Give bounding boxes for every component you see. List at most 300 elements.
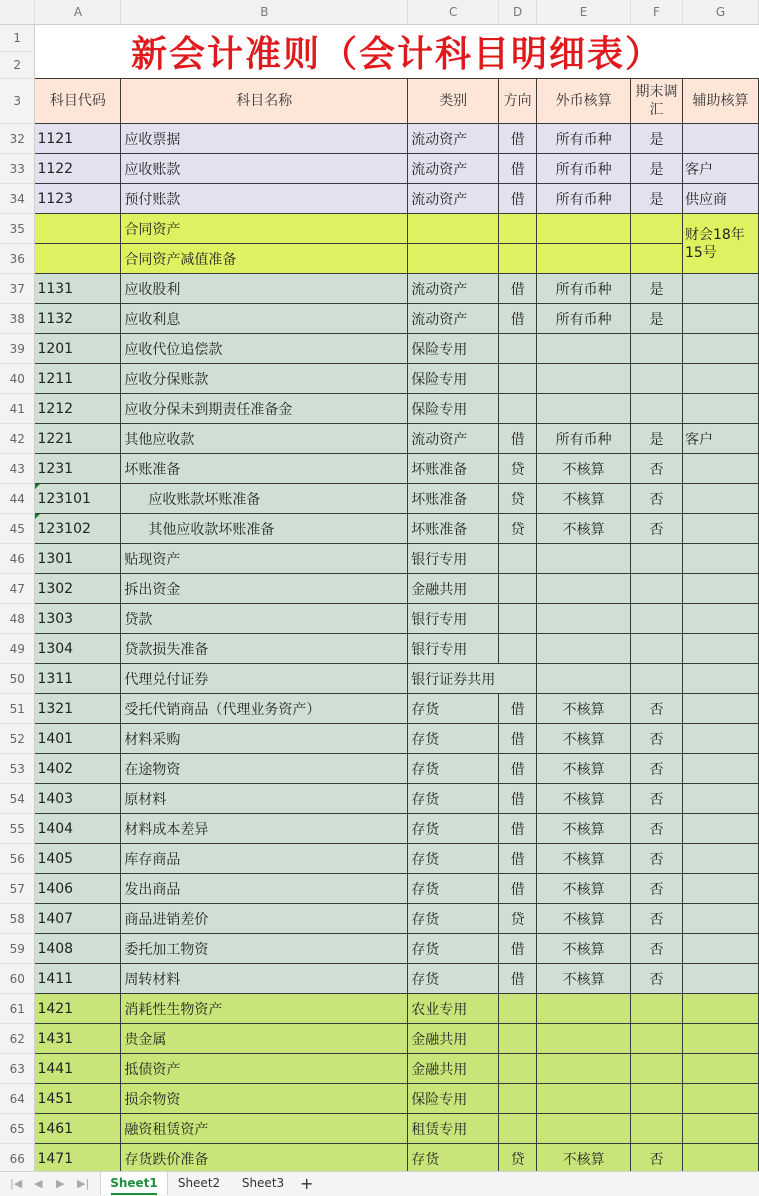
cell-period-end-adjust[interactable] bbox=[631, 604, 683, 634]
cell-direction[interactable]: 借 bbox=[499, 274, 537, 304]
cell-category[interactable]: 保险专用 bbox=[408, 1084, 499, 1114]
header-category[interactable]: 类别 bbox=[408, 79, 499, 124]
cell-direction[interactable] bbox=[499, 604, 537, 634]
row-header[interactable]: 56 bbox=[0, 844, 35, 874]
cell-foreign-currency[interactable]: 不核算 bbox=[537, 814, 631, 844]
cell-foreign-currency[interactable]: 不核算 bbox=[537, 484, 631, 514]
select-all-corner[interactable] bbox=[0, 0, 35, 25]
cell-period-end-adjust[interactable]: 是 bbox=[631, 154, 683, 184]
cell-period-end-adjust[interactable]: 是 bbox=[631, 124, 683, 154]
cell-subject-name[interactable]: 应收账款 bbox=[121, 154, 408, 184]
cell-subject-name[interactable]: 应收账款坏账准备 bbox=[121, 484, 408, 514]
row-header[interactable]: 39 bbox=[0, 334, 35, 364]
cell-period-end-adjust[interactable]: 否 bbox=[631, 874, 683, 904]
cell-category[interactable]: 保险专用 bbox=[408, 394, 499, 424]
cell-subject-code[interactable]: 1411 bbox=[35, 964, 121, 994]
cell-period-end-adjust[interactable]: 是 bbox=[631, 304, 683, 334]
cell-subject-name[interactable]: 合同资产 bbox=[121, 214, 408, 244]
row-header[interactable]: 40 bbox=[0, 364, 35, 394]
cell-foreign-currency[interactable] bbox=[537, 214, 631, 244]
cell-direction[interactable]: 借 bbox=[499, 694, 537, 724]
row-header[interactable]: 2 bbox=[0, 52, 35, 79]
cell-auxiliary[interactable] bbox=[682, 604, 758, 634]
cell-subject-code[interactable]: 1211 bbox=[35, 364, 121, 394]
cell-foreign-currency[interactable]: 所有币种 bbox=[537, 424, 631, 454]
cell-foreign-currency[interactable]: 所有币种 bbox=[537, 184, 631, 214]
cell-direction[interactable]: 借 bbox=[499, 874, 537, 904]
cell-period-end-adjust[interactable]: 否 bbox=[631, 934, 683, 964]
cell-subject-code[interactable]: 123102 bbox=[35, 514, 121, 544]
cell-subject-code[interactable]: 1471 bbox=[35, 1144, 121, 1174]
cell-direction[interactable] bbox=[499, 994, 537, 1024]
cell-direction[interactable]: 借 bbox=[499, 964, 537, 994]
cell-foreign-currency[interactable]: 不核算 bbox=[537, 514, 631, 544]
cell-period-end-adjust[interactable] bbox=[631, 1114, 683, 1144]
cell-category[interactable]: 存货 bbox=[408, 934, 499, 964]
column-header-f[interactable]: F bbox=[631, 0, 683, 25]
cell-period-end-adjust[interactable]: 否 bbox=[631, 904, 683, 934]
cell-category[interactable]: 保险专用 bbox=[408, 334, 499, 364]
column-header-e[interactable]: E bbox=[537, 0, 631, 25]
cell-period-end-adjust[interactable]: 否 bbox=[631, 514, 683, 544]
cell-foreign-currency[interactable]: 不核算 bbox=[537, 874, 631, 904]
cell-direction[interactable]: 借 bbox=[499, 784, 537, 814]
cell-foreign-currency[interactable] bbox=[537, 244, 631, 274]
row-header[interactable]: 65 bbox=[0, 1114, 35, 1144]
cell-auxiliary[interactable] bbox=[682, 1114, 758, 1144]
cell-auxiliary[interactable] bbox=[682, 1054, 758, 1084]
cell-period-end-adjust[interactable]: 否 bbox=[631, 814, 683, 844]
cell-auxiliary[interactable] bbox=[682, 1084, 758, 1114]
cell-category[interactable]: 存货 bbox=[408, 964, 499, 994]
cell-period-end-adjust[interactable] bbox=[631, 394, 683, 424]
cell-subject-name[interactable]: 材料成本差异 bbox=[121, 814, 408, 844]
cell-subject-code[interactable]: 1303 bbox=[35, 604, 121, 634]
cell-direction[interactable]: 借 bbox=[499, 934, 537, 964]
cell-auxiliary[interactable] bbox=[682, 574, 758, 604]
cell-foreign-currency[interactable] bbox=[537, 1054, 631, 1084]
cell-auxiliary[interactable] bbox=[682, 514, 758, 544]
cell-category[interactable]: 流动资产 bbox=[408, 184, 499, 214]
cell-subject-code[interactable]: 1451 bbox=[35, 1084, 121, 1114]
cell-subject-code[interactable]: 1441 bbox=[35, 1054, 121, 1084]
row-header[interactable]: 51 bbox=[0, 694, 35, 724]
cell-foreign-currency[interactable] bbox=[537, 394, 631, 424]
cell-foreign-currency[interactable]: 不核算 bbox=[537, 694, 631, 724]
cell-category[interactable]: 存货 bbox=[408, 814, 499, 844]
cell-period-end-adjust[interactable] bbox=[631, 664, 683, 694]
cell-period-end-adjust[interactable] bbox=[631, 574, 683, 604]
cell-auxiliary[interactable] bbox=[682, 664, 758, 694]
cell-subject-name[interactable]: 应收票据 bbox=[121, 124, 408, 154]
cell-foreign-currency[interactable] bbox=[537, 664, 631, 694]
cell-subject-code[interactable]: 1302 bbox=[35, 574, 121, 604]
cell-direction[interactable] bbox=[499, 1114, 537, 1144]
cell-subject-code[interactable]: 1321 bbox=[35, 694, 121, 724]
cell-subject-code[interactable]: 1212 bbox=[35, 394, 121, 424]
cell-auxiliary[interactable] bbox=[682, 964, 758, 994]
cell-period-end-adjust[interactable] bbox=[631, 214, 683, 244]
cell-direction[interactable] bbox=[499, 1054, 537, 1084]
cell-subject-name[interactable]: 其他应收款坏账准备 bbox=[121, 514, 408, 544]
row-header[interactable]: 62 bbox=[0, 1024, 35, 1054]
cell-category[interactable]: 存货 bbox=[408, 1144, 499, 1174]
cell-category[interactable]: 存货 bbox=[408, 784, 499, 814]
row-header[interactable]: 38 bbox=[0, 304, 35, 334]
cell-foreign-currency[interactable] bbox=[537, 364, 631, 394]
cell-foreign-currency[interactable] bbox=[537, 994, 631, 1024]
cell-category[interactable]: 流动资产 bbox=[408, 424, 499, 454]
cell-auxiliary[interactable] bbox=[682, 694, 758, 724]
cell-period-end-adjust[interactable] bbox=[631, 634, 683, 664]
cell-subject-code[interactable]: 1431 bbox=[35, 1024, 121, 1054]
cell-category[interactable]: 金融共用 bbox=[408, 574, 499, 604]
column-header-a[interactable]: A bbox=[35, 0, 121, 25]
cell-auxiliary[interactable] bbox=[682, 394, 758, 424]
cell-auxiliary-note[interactable]: 财会18年15号 bbox=[682, 214, 758, 274]
cell-period-end-adjust[interactable] bbox=[631, 1024, 683, 1054]
header-foreign-currency[interactable]: 外币核算 bbox=[537, 79, 631, 124]
cell-subject-name[interactable]: 合同资产减值准备 bbox=[121, 244, 408, 274]
cell-auxiliary[interactable] bbox=[682, 724, 758, 754]
header-period-end-adjust[interactable]: 期末调汇 bbox=[631, 79, 683, 124]
row-header[interactable]: 42 bbox=[0, 424, 35, 454]
column-header-d[interactable]: D bbox=[499, 0, 537, 25]
row-header[interactable]: 64 bbox=[0, 1084, 35, 1114]
cell-foreign-currency[interactable] bbox=[537, 1024, 631, 1054]
cell-category[interactable]: 存货 bbox=[408, 874, 499, 904]
row-header[interactable]: 52 bbox=[0, 724, 35, 754]
cell-subject-name[interactable]: 委托加工物资 bbox=[121, 934, 408, 964]
cell-direction[interactable] bbox=[499, 394, 537, 424]
row-header[interactable]: 57 bbox=[0, 874, 35, 904]
cell-subject-name[interactable]: 应收分保未到期责任准备金 bbox=[121, 394, 408, 424]
cell-period-end-adjust[interactable] bbox=[631, 244, 683, 274]
row-header[interactable]: 45 bbox=[0, 514, 35, 544]
cell-direction[interactable]: 借 bbox=[499, 844, 537, 874]
cell-subject-name[interactable]: 贴现资产 bbox=[121, 544, 408, 574]
cell-foreign-currency[interactable] bbox=[537, 634, 631, 664]
cell-category[interactable]: 坏账准备 bbox=[408, 514, 499, 544]
header-direction[interactable]: 方向 bbox=[499, 79, 537, 124]
cell-subject-name[interactable]: 预付账款 bbox=[121, 184, 408, 214]
cell-foreign-currency[interactable]: 不核算 bbox=[537, 964, 631, 994]
cell-subject-name[interactable]: 材料采购 bbox=[121, 724, 408, 754]
cell-category[interactable]: 存货 bbox=[408, 844, 499, 874]
row-header[interactable]: 44 bbox=[0, 484, 35, 514]
cell-subject-name[interactable]: 周转材料 bbox=[121, 964, 408, 994]
cell-subject-code[interactable]: 1311 bbox=[35, 664, 121, 694]
cell-foreign-currency[interactable]: 不核算 bbox=[537, 454, 631, 484]
cell-auxiliary[interactable] bbox=[682, 454, 758, 484]
cell-direction[interactable]: 借 bbox=[499, 184, 537, 214]
cell-subject-name[interactable]: 消耗性生物资产 bbox=[121, 994, 408, 1024]
cell-auxiliary[interactable] bbox=[682, 544, 758, 574]
cell-direction[interactable] bbox=[499, 364, 537, 394]
header-subject-code[interactable]: 科目代码 bbox=[35, 79, 121, 124]
row-header[interactable]: 37 bbox=[0, 274, 35, 304]
row-header[interactable]: 1 bbox=[0, 25, 35, 52]
cell-auxiliary[interactable] bbox=[682, 874, 758, 904]
column-header-b[interactable]: B bbox=[121, 0, 408, 25]
cell-auxiliary[interactable] bbox=[682, 784, 758, 814]
cell-period-end-adjust[interactable]: 否 bbox=[631, 754, 683, 784]
cell-subject-code[interactable]: 1408 bbox=[35, 934, 121, 964]
cell-direction[interactable] bbox=[499, 574, 537, 604]
cell-foreign-currency[interactable] bbox=[537, 334, 631, 364]
cell-category[interactable]: 流动资产 bbox=[408, 124, 499, 154]
cell-period-end-adjust[interactable]: 否 bbox=[631, 454, 683, 484]
cell-foreign-currency[interactable] bbox=[537, 604, 631, 634]
cell-auxiliary[interactable] bbox=[682, 994, 758, 1024]
cell-direction[interactable] bbox=[499, 544, 537, 574]
row-header[interactable]: 61 bbox=[0, 994, 35, 1024]
row-header[interactable]: 66 bbox=[0, 1144, 35, 1174]
cell-period-end-adjust[interactable]: 否 bbox=[631, 484, 683, 514]
cell-category[interactable]: 存货 bbox=[408, 754, 499, 784]
cell-foreign-currency[interactable]: 所有币种 bbox=[537, 274, 631, 304]
cell-subject-name[interactable]: 受托代销商品（代理业务资产） bbox=[121, 694, 408, 724]
next-sheet-icon[interactable]: ▶ bbox=[56, 1177, 65, 1190]
cell-subject-code[interactable]: 1304 bbox=[35, 634, 121, 664]
cell-subject-code[interactable] bbox=[35, 244, 121, 274]
cell-subject-name[interactable]: 贷款 bbox=[121, 604, 408, 634]
cell-subject-code[interactable]: 1403 bbox=[35, 784, 121, 814]
tab-sheet3[interactable]: Sheet3 bbox=[241, 1176, 285, 1190]
cell-subject-code[interactable]: 1402 bbox=[35, 754, 121, 784]
cell-auxiliary[interactable] bbox=[682, 754, 758, 784]
cell-auxiliary[interactable] bbox=[682, 814, 758, 844]
cell-auxiliary[interactable]: 客户 bbox=[682, 154, 758, 184]
cell-direction[interactable]: 借 bbox=[499, 424, 537, 454]
cell-period-end-adjust[interactable]: 否 bbox=[631, 964, 683, 994]
cell-subject-name[interactable]: 商品进销差价 bbox=[121, 904, 408, 934]
cell-direction[interactable]: 借 bbox=[499, 304, 537, 334]
cell-period-end-adjust[interactable] bbox=[631, 544, 683, 574]
cell-category[interactable]: 流动资产 bbox=[408, 154, 499, 184]
row-header[interactable]: 63 bbox=[0, 1054, 35, 1084]
row-header[interactable]: 55 bbox=[0, 814, 35, 844]
cell-subject-name[interactable]: 发出商品 bbox=[121, 874, 408, 904]
cell-period-end-adjust[interactable]: 否 bbox=[631, 784, 683, 814]
cell-subject-code[interactable] bbox=[35, 214, 121, 244]
cell-direction[interactable]: 贷 bbox=[499, 1144, 537, 1174]
tab-sheet2[interactable]: Sheet2 bbox=[177, 1176, 221, 1190]
cell-subject-name[interactable]: 原材料 bbox=[121, 784, 408, 814]
cell-category[interactable]: 流动资产 bbox=[408, 274, 499, 304]
cell-foreign-currency[interactable]: 不核算 bbox=[537, 784, 631, 814]
cell-auxiliary[interactable]: 客户 bbox=[682, 424, 758, 454]
row-header[interactable]: 49 bbox=[0, 634, 35, 664]
cell-subject-code[interactable]: 1231 bbox=[35, 454, 121, 484]
cell-subject-code[interactable]: 1421 bbox=[35, 994, 121, 1024]
cell-foreign-currency[interactable]: 不核算 bbox=[537, 754, 631, 784]
cell-category[interactable]: 流动资产 bbox=[408, 304, 499, 334]
cell-auxiliary[interactable] bbox=[682, 634, 758, 664]
cell-subject-name[interactable]: 应收分保账款 bbox=[121, 364, 408, 394]
cell-subject-name[interactable]: 库存商品 bbox=[121, 844, 408, 874]
cell-subject-code[interactable]: 123101 bbox=[35, 484, 121, 514]
cell-auxiliary[interactable]: 供应商 bbox=[682, 184, 758, 214]
row-header[interactable]: 3 bbox=[0, 79, 35, 124]
cell-category[interactable]: 坏账准备 bbox=[408, 484, 499, 514]
cell-subject-name[interactable]: 代理兑付证券 bbox=[121, 664, 408, 694]
cell-auxiliary[interactable] bbox=[682, 1144, 758, 1174]
cell-direction[interactable]: 贷 bbox=[499, 454, 537, 484]
cell-direction[interactable]: 借 bbox=[499, 754, 537, 784]
cell-direction[interactable]: 贷 bbox=[499, 484, 537, 514]
column-header-g[interactable]: G bbox=[682, 0, 758, 25]
row-header[interactable]: 41 bbox=[0, 394, 35, 424]
row-header[interactable]: 36 bbox=[0, 244, 35, 274]
cell-auxiliary[interactable] bbox=[682, 934, 758, 964]
row-header[interactable]: 53 bbox=[0, 754, 35, 784]
cell-subject-code[interactable]: 1406 bbox=[35, 874, 121, 904]
row-header[interactable]: 59 bbox=[0, 934, 35, 964]
cell-foreign-currency[interactable] bbox=[537, 1114, 631, 1144]
prev-sheet-icon[interactable]: ◀ bbox=[34, 1177, 43, 1190]
row-header[interactable]: 46 bbox=[0, 544, 35, 574]
cell-period-end-adjust[interactable]: 是 bbox=[631, 424, 683, 454]
cell-subject-code[interactable]: 1407 bbox=[35, 904, 121, 934]
cell-subject-name[interactable]: 贵金属 bbox=[121, 1024, 408, 1054]
cell-category[interactable]: 租赁专用 bbox=[408, 1114, 499, 1144]
last-sheet-icon[interactable]: ▶| bbox=[77, 1177, 90, 1190]
cell-foreign-currency[interactable] bbox=[537, 574, 631, 604]
cell-direction[interactable]: 贷 bbox=[499, 514, 537, 544]
cell-subject-code[interactable]: 1461 bbox=[35, 1114, 121, 1144]
cell-auxiliary[interactable] bbox=[682, 844, 758, 874]
cell-subject-code[interactable]: 1132 bbox=[35, 304, 121, 334]
row-header[interactable]: 47 bbox=[0, 574, 35, 604]
row-header[interactable]: 50 bbox=[0, 664, 35, 694]
cell-period-end-adjust[interactable] bbox=[631, 364, 683, 394]
cell-direction[interactable]: 借 bbox=[499, 124, 537, 154]
cell-subject-name[interactable]: 应收股利 bbox=[121, 274, 408, 304]
cell-category[interactable]: 存货 bbox=[408, 724, 499, 754]
cell-period-end-adjust[interactable]: 是 bbox=[631, 184, 683, 214]
cell-foreign-currency[interactable]: 不核算 bbox=[537, 934, 631, 964]
first-sheet-icon[interactable]: |◀ bbox=[10, 1177, 23, 1190]
cell-period-end-adjust[interactable]: 否 bbox=[631, 694, 683, 724]
cell-category[interactable]: 存货 bbox=[408, 904, 499, 934]
cell-auxiliary[interactable] bbox=[682, 1024, 758, 1054]
cell-period-end-adjust[interactable] bbox=[631, 1084, 683, 1114]
cell-foreign-currency[interactable]: 不核算 bbox=[537, 844, 631, 874]
cell-category[interactable]: 存货 bbox=[408, 694, 499, 724]
cell-subject-name[interactable]: 其他应收款 bbox=[121, 424, 408, 454]
cell-auxiliary[interactable] bbox=[682, 484, 758, 514]
cell-subject-code[interactable]: 1404 bbox=[35, 814, 121, 844]
cell-subject-code[interactable]: 1121 bbox=[35, 124, 121, 154]
cell-subject-name[interactable]: 贷款损失准备 bbox=[121, 634, 408, 664]
cell-auxiliary[interactable] bbox=[682, 274, 758, 304]
cell-direction[interactable]: 借 bbox=[499, 724, 537, 754]
cell-period-end-adjust[interactable] bbox=[631, 334, 683, 364]
column-header-c[interactable]: C bbox=[408, 0, 499, 25]
row-header[interactable]: 58 bbox=[0, 904, 35, 934]
cell-subject-name[interactable]: 损余物资 bbox=[121, 1084, 408, 1114]
cell-foreign-currency[interactable]: 所有币种 bbox=[537, 124, 631, 154]
cell-period-end-adjust[interactable]: 否 bbox=[631, 1144, 683, 1174]
cell-direction[interactable] bbox=[499, 244, 537, 274]
cell-subject-code[interactable]: 1405 bbox=[35, 844, 121, 874]
cell-subject-name[interactable]: 应收代位追偿款 bbox=[121, 334, 408, 364]
cell-category[interactable]: 银行专用 bbox=[408, 634, 499, 664]
cell-subject-name[interactable]: 应收利息 bbox=[121, 304, 408, 334]
cell-period-end-adjust[interactable]: 否 bbox=[631, 844, 683, 874]
cell-foreign-currency[interactable]: 所有币种 bbox=[537, 154, 631, 184]
row-header[interactable]: 33 bbox=[0, 154, 35, 184]
cell-category[interactable]: 金融共用 bbox=[408, 1054, 499, 1084]
cell-foreign-currency[interactable] bbox=[537, 1084, 631, 1114]
row-header[interactable]: 43 bbox=[0, 454, 35, 484]
cell-category[interactable]: 银行证券共用 bbox=[408, 664, 537, 694]
cell-category[interactable]: 银行专用 bbox=[408, 604, 499, 634]
header-subject-name[interactable]: 科目名称 bbox=[121, 79, 408, 124]
cell-category[interactable]: 银行专用 bbox=[408, 544, 499, 574]
row-header[interactable]: 32 bbox=[0, 124, 35, 154]
cell-foreign-currency[interactable]: 不核算 bbox=[537, 724, 631, 754]
cell-direction[interactable]: 借 bbox=[499, 814, 537, 844]
row-header[interactable]: 35 bbox=[0, 214, 35, 244]
row-header[interactable]: 48 bbox=[0, 604, 35, 634]
cell-auxiliary[interactable] bbox=[682, 364, 758, 394]
cell-subject-code[interactable]: 1301 bbox=[35, 544, 121, 574]
cell-subject-name[interactable]: 坏账准备 bbox=[121, 454, 408, 484]
cell-subject-code[interactable]: 1131 bbox=[35, 274, 121, 304]
cell-auxiliary[interactable] bbox=[682, 124, 758, 154]
cell-subject-code[interactable]: 1201 bbox=[35, 334, 121, 364]
cell-subject-code[interactable]: 1122 bbox=[35, 154, 121, 184]
cell-subject-name[interactable]: 融资租赁资产 bbox=[121, 1114, 408, 1144]
cell-subject-name[interactable]: 在途物资 bbox=[121, 754, 408, 784]
cell-period-end-adjust[interactable] bbox=[631, 1054, 683, 1084]
header-auxiliary[interactable]: 辅助核算 bbox=[682, 79, 758, 124]
cell-category[interactable] bbox=[408, 244, 499, 274]
cell-period-end-adjust[interactable]: 否 bbox=[631, 724, 683, 754]
sheet-title[interactable]: 新会计准则（会计科目明细表） bbox=[35, 25, 759, 79]
cell-direction[interactable] bbox=[499, 334, 537, 364]
cell-direction[interactable]: 贷 bbox=[499, 904, 537, 934]
cell-period-end-adjust[interactable] bbox=[631, 994, 683, 1024]
cell-foreign-currency[interactable]: 所有币种 bbox=[537, 304, 631, 334]
cell-auxiliary[interactable] bbox=[682, 904, 758, 934]
cell-direction[interactable] bbox=[499, 634, 537, 664]
cell-subject-name[interactable]: 拆出资金 bbox=[121, 574, 408, 604]
cell-category[interactable]: 坏账准备 bbox=[408, 454, 499, 484]
row-header[interactable]: 54 bbox=[0, 784, 35, 814]
cell-foreign-currency[interactable]: 不核算 bbox=[537, 904, 631, 934]
cell-direction[interactable] bbox=[499, 1084, 537, 1114]
cell-subject-code[interactable]: 1401 bbox=[35, 724, 121, 754]
row-header[interactable]: 60 bbox=[0, 964, 35, 994]
cell-category[interactable]: 保险专用 bbox=[408, 364, 499, 394]
cell-direction[interactable] bbox=[499, 214, 537, 244]
cell-direction[interactable]: 借 bbox=[499, 154, 537, 184]
row-header[interactable]: 34 bbox=[0, 184, 35, 214]
cell-period-end-adjust[interactable]: 是 bbox=[631, 274, 683, 304]
cell-subject-name[interactable]: 抵债资产 bbox=[121, 1054, 408, 1084]
cell-foreign-currency[interactable]: 不核算 bbox=[537, 1144, 631, 1174]
cell-category[interactable]: 金融共用 bbox=[408, 1024, 499, 1054]
cell-foreign-currency[interactable] bbox=[537, 544, 631, 574]
cell-category[interactable]: 农业专用 bbox=[408, 994, 499, 1024]
cell-direction[interactable] bbox=[499, 1024, 537, 1054]
cell-subject-code[interactable]: 1221 bbox=[35, 424, 121, 454]
cell-subject-name[interactable]: 存货跌价准备 bbox=[121, 1144, 408, 1174]
add-sheet-button[interactable]: + bbox=[300, 1174, 314, 1193]
